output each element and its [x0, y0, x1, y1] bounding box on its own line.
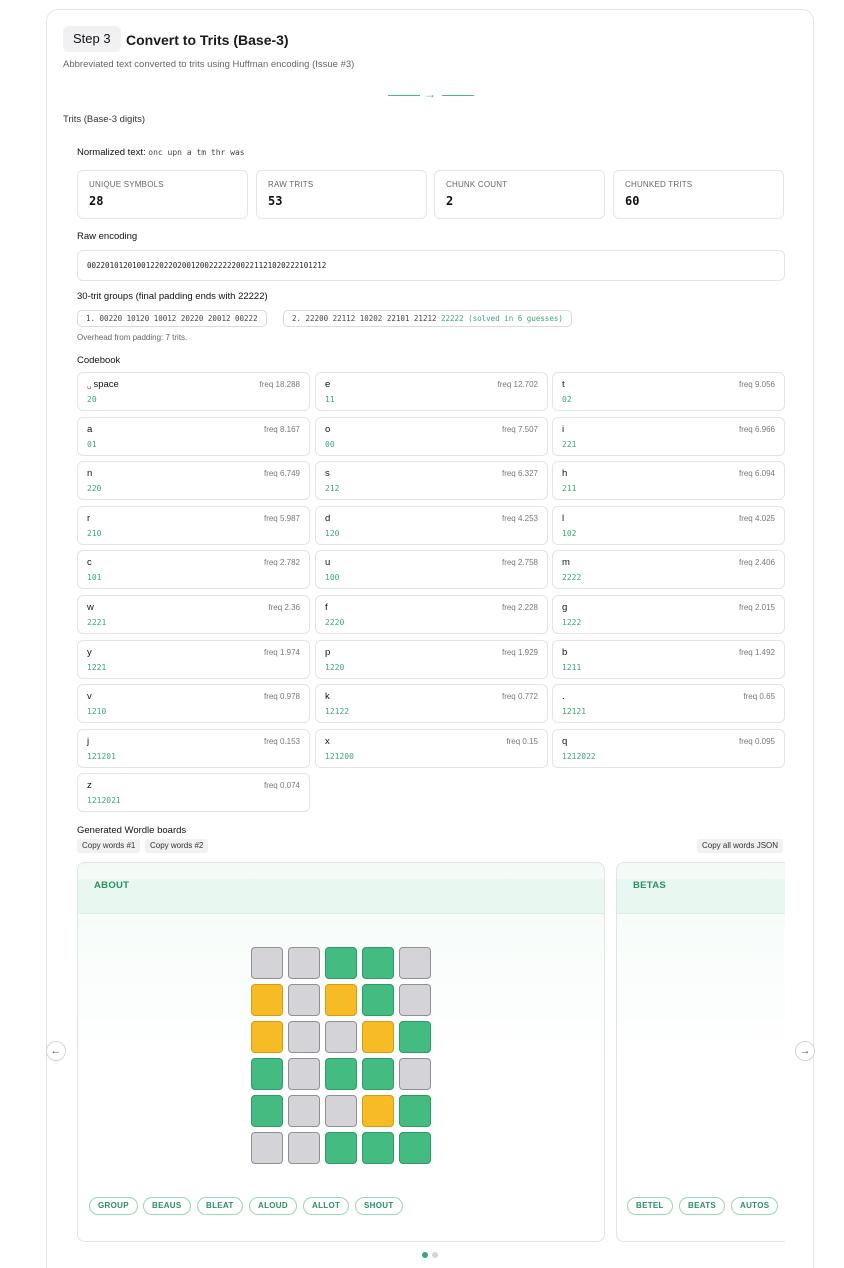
- word-chip[interactable]: BLEAT: [197, 1197, 243, 1215]
- trit-group-text: 2. 22200 22112 10202 22101 21212: [292, 314, 437, 323]
- codebook-code: 11: [325, 395, 335, 404]
- codebook-symbol-text: q: [562, 735, 568, 747]
- codebook-symbol-text: .: [562, 691, 565, 703]
- word-chip[interactable]: GROUP: [89, 1197, 138, 1215]
- normalized-label: Normalized text:: [77, 147, 146, 158]
- codebook-label: Codebook: [77, 355, 121, 366]
- codebook-symbol-text: p: [325, 646, 331, 658]
- wordle-tile: [325, 1132, 357, 1164]
- wordle-tile: [399, 947, 431, 979]
- stat-label: UNIQUE SYMBOLS: [89, 180, 164, 189]
- codebook-symbol-text: c: [87, 557, 92, 569]
- codebook-freq: freq 1.492: [738, 647, 775, 657]
- wordle-tile: [251, 984, 283, 1016]
- codebook-freq: freq 2.36: [268, 603, 300, 612]
- word-chip[interactable]: ALOUD: [249, 1197, 297, 1215]
- trit-group-note: (solved in 6 guesses): [468, 314, 563, 323]
- codebook-code: 1211: [562, 662, 582, 672]
- groups-label: 30-trit groups (final padding ends with 22222): [77, 291, 268, 302]
- wordle-tile: [251, 947, 283, 979]
- codebook-symbol-text: b: [562, 646, 568, 658]
- codebook-symbol-text: g: [562, 602, 568, 613]
- codebook-freq: freq 4.253: [501, 513, 538, 523]
- flow-arrow-icon: →: [424, 87, 436, 101]
- codebook-freq: freq 2.015: [738, 603, 775, 612]
- codebook-freq: freq 0.978: [263, 692, 300, 702]
- wordle-tile: [288, 1132, 320, 1164]
- wordle-board-2[interactable]: [616, 862, 785, 1242]
- codebook-freq: freq 7.507: [501, 424, 538, 434]
- codebook-freq: freq 2.782: [263, 558, 300, 568]
- codebook-code: 02: [562, 395, 572, 404]
- codebook-freq: freq 2.406: [738, 558, 775, 568]
- stat-value: 2: [446, 194, 454, 208]
- board-title: ABOUT: [94, 880, 130, 891]
- copy-words-1-button[interactable]: Copy words #1: [77, 839, 140, 853]
- wordle-tile: [251, 1021, 283, 1053]
- stat-value: 60: [625, 194, 640, 208]
- wordle-tile: [251, 1132, 283, 1164]
- wordle-tile: [251, 1095, 283, 1127]
- codebook-freq: freq 8.167: [263, 424, 300, 434]
- trit-group-padding: 22222: [441, 314, 464, 323]
- wordle-tile: [399, 1058, 431, 1090]
- wordle-board-1[interactable]: [77, 862, 605, 1242]
- codebook-code: 1210: [87, 707, 107, 717]
- codebook-freq: freq 4.025: [738, 513, 775, 523]
- step-subtitle: Abbreviated text converted to trits using Huffman encoding (Issue #3): [63, 59, 355, 70]
- codebook-symbol-text: o: [325, 423, 331, 435]
- codebook-symbol-text: t: [562, 379, 565, 390]
- board-header: [617, 879, 785, 914]
- word-chip[interactable]: BEATS: [679, 1197, 725, 1215]
- codebook-freq: freq 0.772: [501, 692, 538, 702]
- wordle-tile: [288, 1021, 320, 1053]
- step-card: [46, 9, 814, 1268]
- codebook-freq: freq 5.987: [263, 513, 300, 523]
- codebook-code: 1212021: [87, 796, 121, 806]
- padding-overhead: Overhead from padding: 7 trits.: [77, 333, 188, 342]
- codebook-code: 220: [87, 484, 102, 494]
- codebook-symbol-text: k: [325, 691, 330, 703]
- raw-encoding-label: Raw encoding: [77, 231, 138, 242]
- codebook-code: 1221: [87, 662, 107, 672]
- codebook-code: 100: [325, 573, 340, 583]
- carousel-dot-1[interactable]: [422, 1252, 428, 1258]
- codebook-symbol-text: space: [93, 379, 119, 390]
- codebook-freq: freq 0.095: [738, 736, 775, 746]
- codebook-symbol-text: a: [87, 423, 93, 435]
- codebook-symbol-text: x: [325, 735, 330, 747]
- space-icon: ␣: [87, 382, 92, 389]
- codebook-freq: freq 12.702: [497, 380, 538, 389]
- codebook-freq: freq 0.074: [263, 781, 300, 791]
- codebook-symbol-text: e: [325, 379, 331, 390]
- wordle-tile: [362, 1132, 394, 1164]
- word-chip[interactable]: BETEL: [627, 1197, 673, 1215]
- copy-words-2-button[interactable]: Copy words #2: [145, 839, 208, 853]
- codebook-code: 102: [562, 528, 577, 538]
- board-carousel[interactable]: [77, 10, 785, 1260]
- trit-group-text: 1. 00220 10120 10012 20220 20012 00222: [86, 314, 258, 323]
- codebook-freq: freq 9.056: [738, 380, 775, 389]
- normalized-value: onc upn a tm thr was: [148, 148, 245, 157]
- codebook-code: 101: [87, 573, 102, 583]
- word-chip[interactable]: ALLOT: [303, 1197, 349, 1215]
- word-chip[interactable]: AUTOS: [731, 1197, 778, 1215]
- codebook-symbol-text: m: [562, 557, 570, 569]
- wordle-tile: [362, 947, 394, 979]
- codebook-code: 1220: [325, 662, 345, 672]
- codebook-code: 2220: [325, 618, 345, 627]
- codebook-symbol-text: d: [325, 512, 331, 524]
- codebook-symbol-text: y: [87, 646, 92, 658]
- codebook-symbol-text: n: [87, 468, 93, 480]
- codebook-code: 01: [87, 439, 97, 449]
- codebook-freq: freq 0.15: [506, 736, 538, 746]
- codebook-code: 120: [325, 528, 340, 538]
- word-chip[interactable]: BEAUS: [143, 1197, 191, 1215]
- wordle-tile: [325, 947, 357, 979]
- wordle-tile: [399, 984, 431, 1016]
- wordle-tile: [362, 1095, 394, 1127]
- wordle-tile: [288, 1095, 320, 1127]
- codebook-symbol-text: w: [87, 602, 94, 613]
- wordle-tile: [399, 1021, 431, 1053]
- wordle-tile: [325, 1021, 357, 1053]
- wordle-tile: [362, 1058, 394, 1090]
- codebook-symbol-text: i: [562, 423, 565, 435]
- codebook-code: 12122: [325, 707, 350, 717]
- step-badge: Step 3: [63, 26, 121, 52]
- codebook-freq: freq 6.094: [738, 469, 775, 479]
- codebook-code: 210: [87, 528, 102, 538]
- wordle-tile: [288, 1058, 320, 1090]
- codebook-code: 2222: [562, 573, 582, 583]
- codebook-symbol-text: f: [325, 602, 328, 613]
- codebook-freq: freq 6.327: [501, 469, 538, 479]
- wordle-tile: [288, 947, 320, 979]
- codebook-freq: freq 1.974: [263, 647, 300, 657]
- stat-value: 53: [268, 194, 283, 208]
- codebook-freq: freq 2.758: [501, 558, 538, 568]
- stat-label: CHUNK COUNT: [446, 180, 508, 189]
- codebook-code: 20: [87, 395, 97, 404]
- codebook-code: 221: [562, 439, 577, 449]
- codebook-symbol-text: l: [562, 512, 565, 524]
- carousel-prev-button[interactable]: [46, 1041, 66, 1061]
- codebook-freq: freq 0.65: [743, 692, 775, 702]
- codebook-freq: freq 2.228: [501, 603, 538, 612]
- codebook-freq: freq 18.288: [259, 380, 300, 389]
- codebook-code: 211: [562, 484, 577, 494]
- word-chip[interactable]: SHOUT: [355, 1197, 403, 1215]
- stat-value: 28: [89, 194, 104, 208]
- codebook-freq: freq 1.929: [501, 647, 538, 657]
- codebook-symbol-text: v: [87, 691, 92, 703]
- codebook-code: 121201: [87, 751, 116, 761]
- wordle-tile: [399, 1132, 431, 1164]
- raw-encoding-value[interactable]: 00220101201001220220200120022222200221121020222101212: [77, 250, 785, 281]
- codebook-code: 2221: [87, 618, 107, 627]
- arrow-right-icon: →: [799, 1045, 811, 1057]
- codebook-symbol-text: u: [325, 557, 331, 569]
- copy-all-json-button[interactable]: Copy all words JSON: [697, 839, 783, 853]
- codebook-symbol-text: h: [562, 468, 568, 480]
- codebook-code: 12121: [562, 707, 587, 717]
- codebook-freq: freq 6.749: [263, 469, 300, 479]
- section-label: Trits (Base-3 digits): [63, 114, 145, 125]
- wordle-tile: [362, 984, 394, 1016]
- board-header: [78, 879, 604, 914]
- codebook-code: 212: [325, 484, 340, 494]
- codebook-freq: freq 0.153: [263, 736, 300, 746]
- stat-label: RAW TRITS: [268, 180, 314, 189]
- wordle-tile: [325, 984, 357, 1016]
- carousel-dot-2[interactable]: [432, 1252, 438, 1258]
- wordle-tile: [325, 1095, 357, 1127]
- wordle-tile: [251, 1058, 283, 1090]
- codebook-symbol-text: r: [87, 512, 91, 524]
- codebook-code: 121200: [325, 751, 354, 761]
- wordle-tile: [362, 1021, 394, 1053]
- wordle-label: Generated Wordle boards: [77, 825, 187, 836]
- step-title: Convert to Trits (Base-3): [126, 32, 289, 48]
- wordle-tile: [288, 984, 320, 1016]
- codebook-symbol-text: j: [87, 735, 90, 747]
- codebook-code: 1212022: [562, 751, 596, 761]
- codebook-code: 00: [325, 439, 335, 449]
- codebook-code: 1222: [562, 618, 582, 627]
- carousel-next-button[interactable]: [795, 1041, 815, 1061]
- stat-label: CHUNKED TRITS: [625, 180, 693, 189]
- codebook-freq: freq 6.966: [738, 424, 775, 434]
- codebook-symbol-text: s: [325, 468, 330, 480]
- wordle-tile: [325, 1058, 357, 1090]
- wordle-tile: [399, 1095, 431, 1127]
- arrow-left-icon: ←: [50, 1045, 62, 1057]
- board-title: BETAS: [633, 880, 666, 891]
- codebook-symbol-text: z: [87, 780, 92, 792]
